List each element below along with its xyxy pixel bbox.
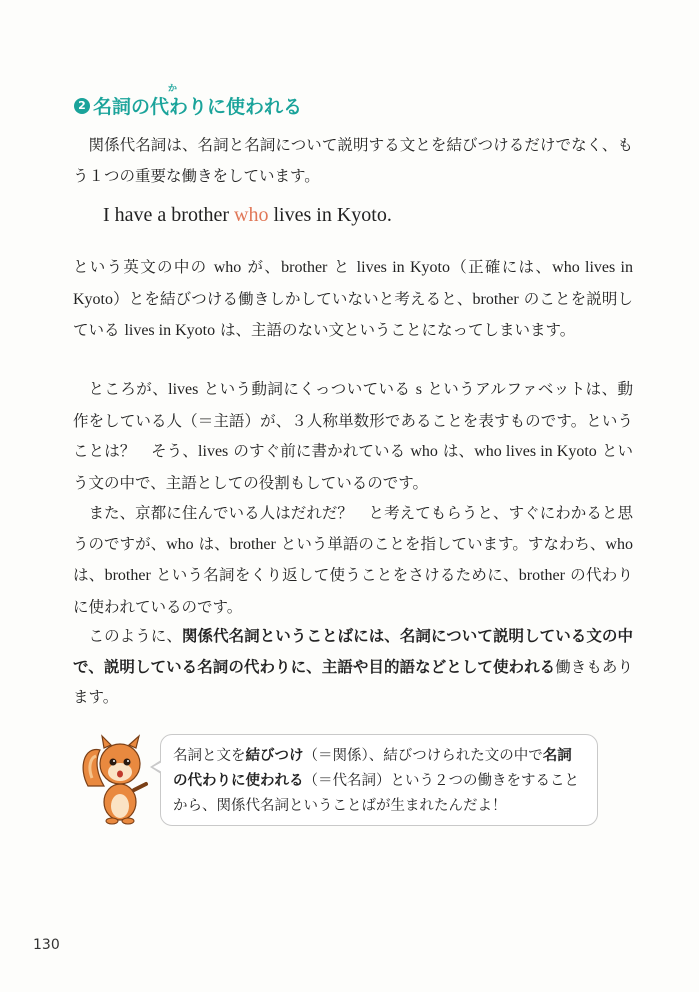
example-sentence — [103, 204, 392, 227]
speech-bubble: 名詞と文を結びつけ（＝関係）、結びつけられた文の中で名詞の代わりに使われる（＝代名詞）という２つの働きをすることから、関係代名詞ということばが生まれたんだよ！ — [160, 734, 598, 826]
paragraph-1: という英文の中の who が、brother と lives in Kyoto（正確には、who lives in Kyoto）とを結びつける働きしかしていないと考えると、brother のことを説明している lives in Kyoto は、主語のない文ということになってしまいます。 — [73, 258, 633, 340]
section-heading — [74, 84, 303, 119]
furigana: か — [168, 84, 178, 94]
paragraph-2: ところが、lives という動詞にくっついている s というアルファベットは、動作をしている人（＝主語）が、３人称単数形であることを表すものです。ということは？ そう、lives のすぐ前に書かれている who は、who lives in Kyoto という文の中で、主語としての役割もしているのです。 — [73, 380, 633, 493]
section-number-badge: 2 — [74, 98, 90, 114]
paragraph-4: このように、関係代名詞ということばには、名詞について説明している文の中で、説明している名詞の代わりに、主語や目的語などとして使われる働きもあります。 — [73, 627, 633, 707]
speech-bubble-tail-inner — [153, 762, 162, 772]
example-highlight: who — [234, 204, 269, 226]
page-number: 130 — [33, 937, 60, 953]
example-text-before: I have a brother — [103, 204, 235, 226]
paragraph-3: また、京都に住んでいる人はだれだ？ と考えてもらうと、すぐにわかると思うのですが、who は、brother という単語のことを指しています。すなわち、who は、brother という名詞をくり返して使うことをさけるために、brother の代わりに使われているのです。 — [73, 504, 633, 617]
intro-paragraph: 関係代名詞は、名詞と名詞について説明する文とを結びつけるだけでなく、もう１つの重要な働きをしています。 — [73, 136, 633, 185]
section-title: 名詞の代わりに使われる — [93, 96, 303, 118]
squirrel-mascot-icon — [78, 728, 150, 828]
example-text-after: lives in Kyoto. — [268, 204, 392, 226]
